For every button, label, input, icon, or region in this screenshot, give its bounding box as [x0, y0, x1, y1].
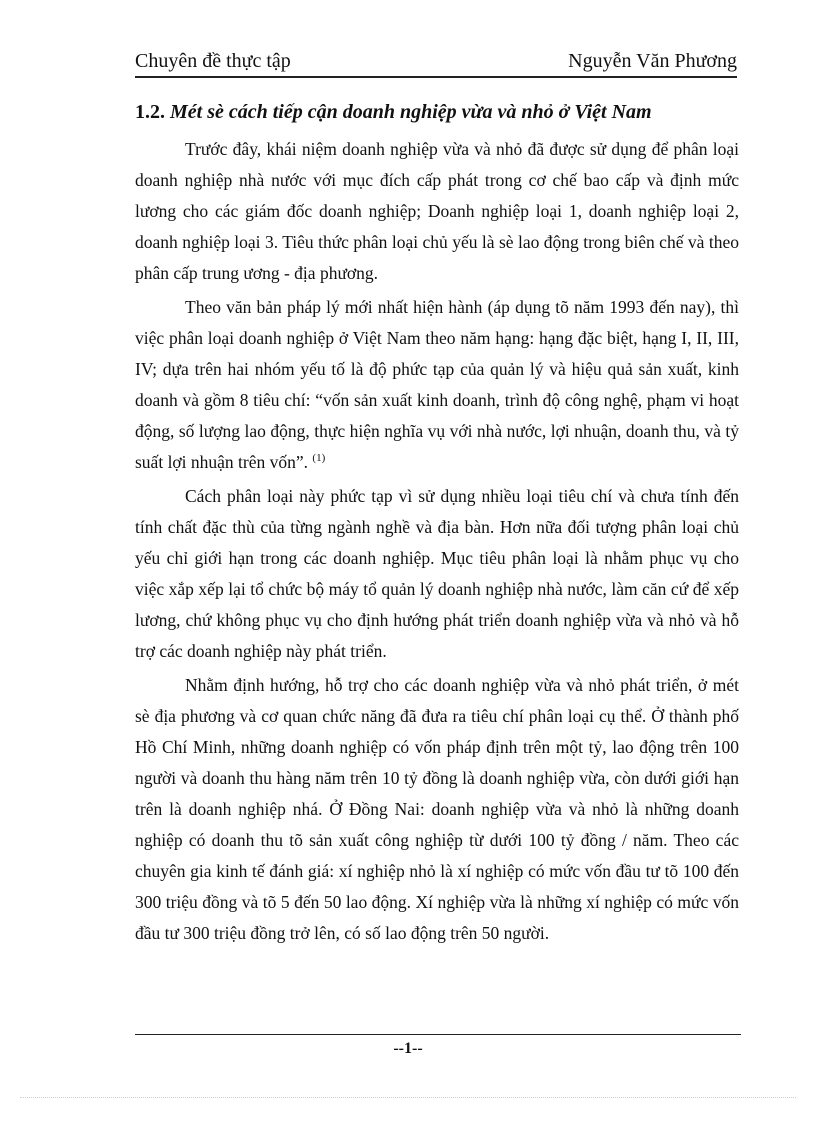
paragraph-2	[135, 292, 739, 478]
page-header	[135, 48, 737, 74]
paragraph-1: Trước đây, khái niệm doanh nghiệp vừa và nhỏ đã được sử dụng để phân loại doanh nghiệp nhà nước với mục đích cấp phát trong cơ chế bao cấp và định mức lương cho các giám đốc doanh nghiệp; Doanh nghiệp loại 1, doanh nghiệp loại 2, doanh nghiệp loại 3. Tiêu thức phân loại chủ yếu là sè lao động trong biên chế và theo phân cấp trung ương - địa phương.	[135, 139, 739, 283]
header-author: Nguyễn Văn Phương	[568, 50, 737, 72]
paragraph-2-text: Theo văn bản pháp lý mới nhất hiện hành (áp dụng tõ năm 1993 đến nay), thì việc phân loại doanh nghiệp ở Việt Nam theo năm hạng: hạng đặc biệt, hạng I, II, III, IV; dựa trên hai nhóm yếu tố là độ phức tạp của quản lý và hiệu quả sản xuất, kinh doanh và gồm 8 tiêu chí: “vốn sản xuất kinh doanh, trình độ công nghệ, phạm vi hoạt động, số lượng lao động, thực hiện nghĩa vụ với nhà nước, lợi nhuận, doanh thu, và tỷ suất lợi nhuận trên vốn”.	[135, 297, 739, 472]
section-number: 1.2.	[135, 101, 165, 123]
paragraph-4: Nhằm định hướng, hỗ trợ cho các doanh nghiệp vừa và nhỏ phát triển, ở mét sè địa phương và cơ quan chức năng đã đưa ra tiêu chí phân loại cụ thể. Ở thành phố Hồ Chí Minh, những doanh nghiệp có vốn pháp định trên một tỷ, lao động trên 100 người và doanh thu hàng năm trên 10 tỷ đồng là doanh nghiệp vừa, còn dưới giới hạn trên là doanh nghiệp nhá. Ở Đồng Nai: doanh nghiệp vừa và nhỏ là những doanh nghiệp có doanh thu tõ sản xuất công nghiệp từ dưới 100 tỷ đồng / năm. Theo các chuyên gia kinh tế đánh giá: xí nghiệp nhỏ là xí nghiệp có mức vốn đầu tư tõ 100 đến 300 triệu đồng và tõ 5 đến 50 lao động. Xí nghiệp vừa là những xí nghiệp có mức vốn đầu tư 300 triệu đồng trở lên, có số lao động trên 50 người.	[135, 675, 739, 943]
page-number: --1--	[393, 1040, 423, 1057]
section-heading	[135, 96, 739, 128]
paragraph-3: Cách phân loại này phức tạp vì sử dụng nhiều loại tiêu chí và chưa tính đến tính chất đặc thù của từng ngành nghề và địa bàn. Hơn nữa đối tượng phân loại chủ yếu chỉ giới hạn trong các doanh nghiệp. Mục tiêu phân loại là nhằm phục vụ cho việc xắp xếp lại tổ chức bộ máy tổ quản lý doanh nghiệp nhà nước, làm căn cứ để xếp lương, chứ không phục vụ cho định hướng phát triển doanh nghiệp vừa và nhỏ và hỗ trợ các doanh nghiệp này phát triển.	[135, 486, 739, 661]
header-course-title: Chuyên đề thực tập	[135, 50, 291, 72]
footer-rule	[135, 1034, 741, 1035]
header-rule	[135, 76, 737, 78]
footnote-reference: (1)	[312, 452, 326, 465]
page-bottom-border	[20, 1097, 796, 1098]
section-title: Mét sè cách tiếp cận doanh nghiệp vừa và nhỏ ở Việt Nam	[170, 101, 652, 123]
document-body	[135, 96, 739, 949]
